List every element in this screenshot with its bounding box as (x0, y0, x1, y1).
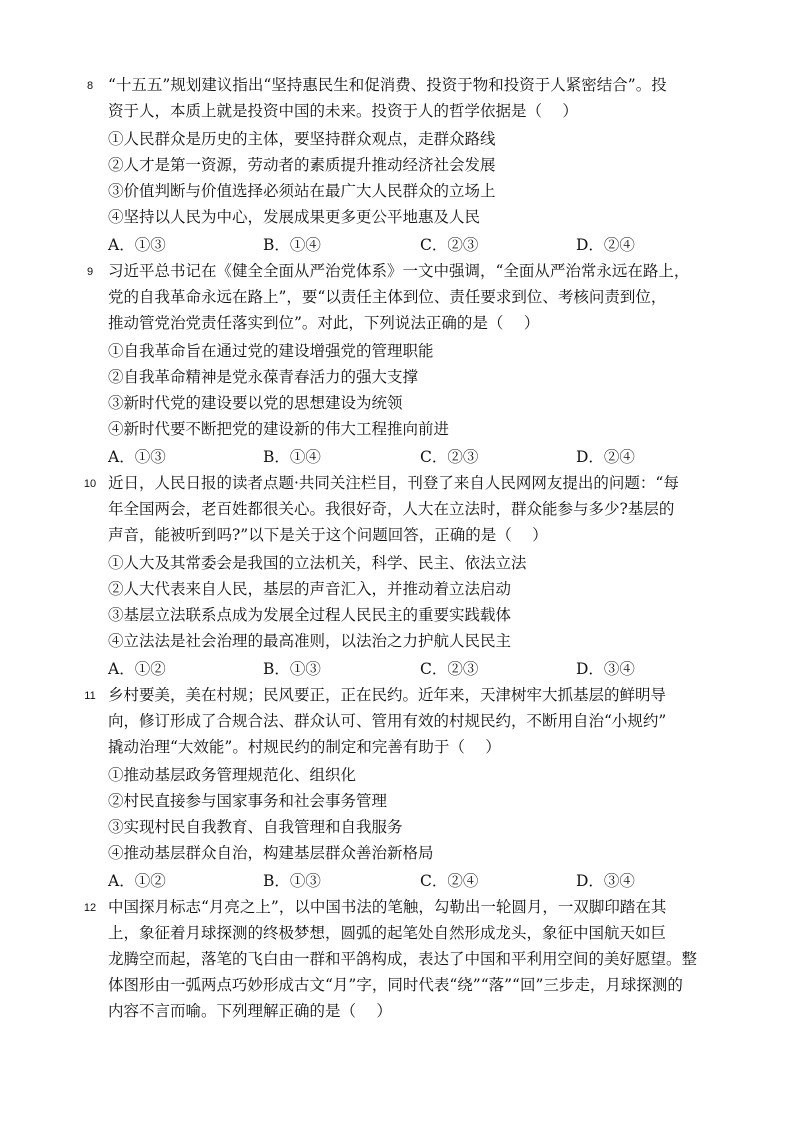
question-number: 11 (84, 690, 96, 702)
question-stem-line: 习近平总书记在《健全全面从严治党体系》一文中强调，“全面从严治常永远在路上， (108, 262, 690, 280)
question-stem-line: “十五五”规划建议指出“坚持惠民生和促消费、投资于物和投资于人紧密结合”。投 (108, 76, 667, 94)
statement-option: ④坚持以人民为中心，发展成果更多更公平地惠及人民 (108, 208, 481, 226)
question-stem-line: 党的自我革命永远在路上”，要“以责任主体到位、责任要求到位、考核问责到位， (108, 288, 667, 306)
statement-option: ④新时代要不断把党的建设新的伟大工程推向前进 (108, 420, 450, 438)
statement-option: ①自我革命旨在通过党的建设增强党的管理职能 (108, 342, 434, 360)
question-number: 8 (86, 80, 94, 92)
question-number: 12 (83, 902, 97, 914)
statement-option: ③实现村民自我教育、自我管理和自我服务 (108, 818, 403, 836)
choice-c[interactable]: C．②③ (420, 448, 479, 466)
choice-a[interactable]: A．①③ (108, 448, 166, 466)
choice-a[interactable]: A．①② (108, 660, 166, 678)
question-number: 10 (83, 478, 97, 490)
choice-d[interactable]: D．③④ (576, 660, 635, 678)
choice-d[interactable]: D．②④ (576, 236, 635, 254)
statement-option: ②人才是第一资源，劳动者的素质提升推动经济社会发展 (108, 156, 496, 174)
statement-option: ③新时代党的建设要以党的思想建设为统领 (108, 394, 403, 412)
statement-option: ④立法法是社会治理的最高准则，以法治之力护航人民民主 (108, 632, 512, 650)
question-stem-line: 中国探月标志“月亮之上”，以中国书法的笔触，勾勒出一轮圆月，一双脚印踏在其 (108, 898, 667, 916)
question-stem-line: 上，象征着月球探测的终极梦想，圆弧的起笔处自然形成龙头，象征中国航天如巨 (108, 924, 667, 942)
question-stem-line: 年全国两会，老百姓都很关心。我很好奇，人大在立法时，群众能参与多少?基层的 (108, 500, 675, 518)
statement-option: ③基层立法联系点成为发展全过程人民民主的重要实践载体 (108, 606, 512, 624)
question-number: 9 (86, 266, 94, 278)
question-stem-line: 资于人，本质上就是投资中国的未来。投资于人的哲学依据是（ ） (108, 102, 578, 120)
question-stem-line: 撬动治理“大效能”。村规民约的制定和完善有助于（ ） (108, 738, 501, 756)
choice-b[interactable]: B．①④ (263, 236, 321, 254)
statement-option: ②村民直接参与国家事务和社会事务管理 (108, 792, 388, 810)
statement-option: ①人大及其常委会是我国的立法机关，科学、民主、依法立法 (108, 554, 527, 572)
choice-a[interactable]: A．①② (108, 872, 166, 890)
statement-option: ①人民群众是历史的主体，要坚持群众观点，走群众路线 (108, 130, 496, 148)
question-stem-line: 乡村要美，美在村规；民风要正，正在民约。近年来，天津树牢大抓基层的鲜明导 (108, 686, 667, 704)
statement-option: ②自我革命精神是党永葆青春活力的强大支撑 (108, 368, 419, 386)
question-stem-line: 龙腾空而起，落笔的飞白由一群和平鸽构成，表达了中国和平利用空间的美好愿望。整 (108, 950, 698, 968)
choice-b[interactable]: B．①④ (263, 448, 321, 466)
choice-c[interactable]: C．②④ (420, 872, 479, 890)
question-stem-line: 推动管党治党责任落实到位”。对此，下列说法正确的是（ ） (108, 314, 540, 332)
question-stem-line: 向，修订形成了合规合法、群众认可、管用有效的村规民约，不断用自治“小规约” (108, 712, 667, 730)
choice-a[interactable]: A．①③ (108, 236, 166, 254)
choice-c[interactable]: C．②③ (420, 660, 479, 678)
choice-b[interactable]: B．①③ (263, 660, 321, 678)
choice-d[interactable]: D．③④ (576, 872, 635, 890)
statement-option: ④推动基层群众自治，构建基层群众善治新格局 (108, 844, 434, 862)
question-stem-line: 体图形由一弧两点巧妙形成古文“月”字，同时代表“绕”“落”“回”三步走，月球探测的 (108, 976, 683, 994)
statement-option: ②人大代表来自人民，基层的声音汇入，并推动着立法启动 (108, 580, 512, 598)
choice-d[interactable]: D．②④ (576, 448, 635, 466)
question-stem-line: 声音，能被听到吗?”以下是关于这个问题回答，正确的是（ ） (108, 526, 548, 544)
choice-b[interactable]: B．①③ (263, 872, 321, 890)
question-stem-line: 内容不言而喻。下列理解正确的是（ ） (108, 1002, 392, 1020)
choice-c[interactable]: C．②③ (420, 236, 479, 254)
statement-option: ③价值判断与价值选择必须站在最广大人民群众的立场上 (108, 182, 496, 200)
question-stem-line: 近日，人民日报的读者点题·共同关注栏目，刊登了来自人民网网友提出的问题：“每 (108, 474, 679, 492)
statement-option: ①推动基层政务管理规范化、组织化 (108, 766, 357, 784)
